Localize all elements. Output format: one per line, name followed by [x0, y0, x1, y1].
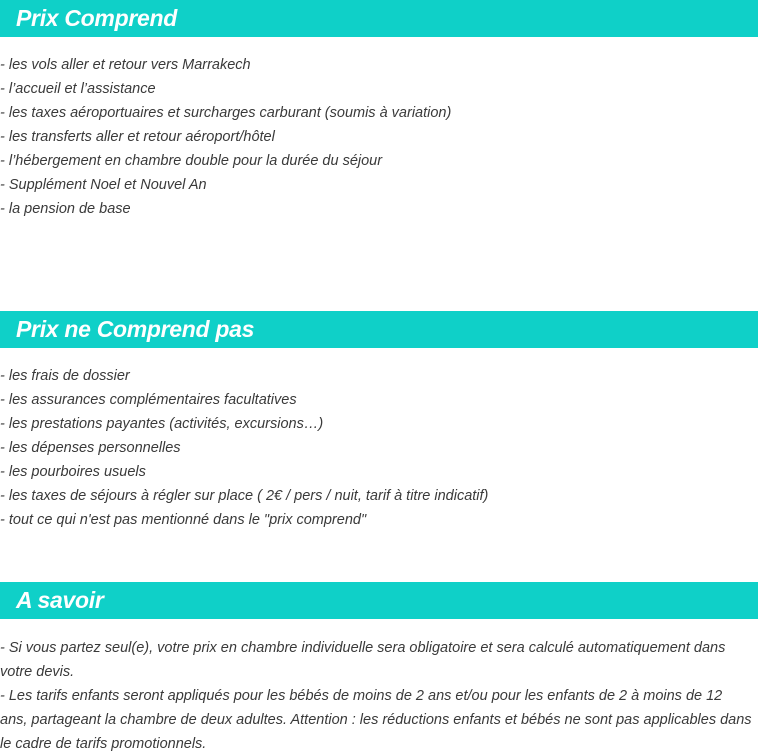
section-title: Prix ne Comprend pas — [16, 316, 255, 342]
section-header-bar — [0, 311, 758, 348]
section-prix-comprend — [0, 0, 758, 221]
list-item: - les vols aller et retour vers Marrakech — [0, 57, 251, 73]
included-list — [0, 37, 758, 221]
list-item: - les transferts aller et retour aéroport/hôtel — [0, 129, 275, 145]
excluded-list — [0, 348, 758, 532]
info-paragraph: - Les tarifs enfants seront appliqués pour les bébés de moins de 2 ans et/ou pour les enfants de 2 à moins de 12 ans, partageant la chambre de deux adultes. Attention : les réductions enfants et bébés ne sont pas applicables dans le cadre de tarifs promotionnels. — [0, 688, 752, 752]
list-item: - Supplément Noel et Nouvel An — [0, 177, 207, 193]
list-item: - les frais de dossier — [0, 368, 130, 384]
list-item: - les taxes aéroportuaires et surcharges carburant (soumis à variation) — [0, 105, 452, 121]
list-item: - les assurances complémentaires facultatives — [0, 392, 297, 408]
section-header-bar — [0, 582, 758, 619]
section-a-savoir — [0, 582, 758, 756]
list-item: - l’hébergement en chambre double pour la durée du séjour — [0, 153, 383, 169]
list-item: - la pension de base — [0, 201, 131, 217]
list-item: - tout ce qui n'est pas mentionné dans le "prix comprend" — [0, 512, 367, 528]
list-item: - les dépenses personnelles — [0, 440, 181, 456]
info-paragraphs — [0, 619, 758, 756]
list-item: - les taxes de séjours à régler sur place ( 2€ / pers / nuit, tarif à titre indicatif) — [0, 488, 489, 504]
section-title: Prix Comprend — [16, 5, 177, 31]
list-item: - les pourboires usuels — [0, 464, 146, 480]
section-header-bar — [0, 0, 758, 37]
section-title: A savoir — [16, 587, 104, 613]
section-prix-ne-comprend-pas — [0, 311, 758, 532]
info-paragraph: - Si vous partez seul(e), votre prix en chambre individuelle sera obligatoire et sera calculé automatiquement dans votre devis. — [0, 640, 726, 680]
list-item: - l’accueil et l’assistance — [0, 81, 156, 97]
list-item: - les prestations payantes (activités, excursions…) — [0, 416, 324, 432]
